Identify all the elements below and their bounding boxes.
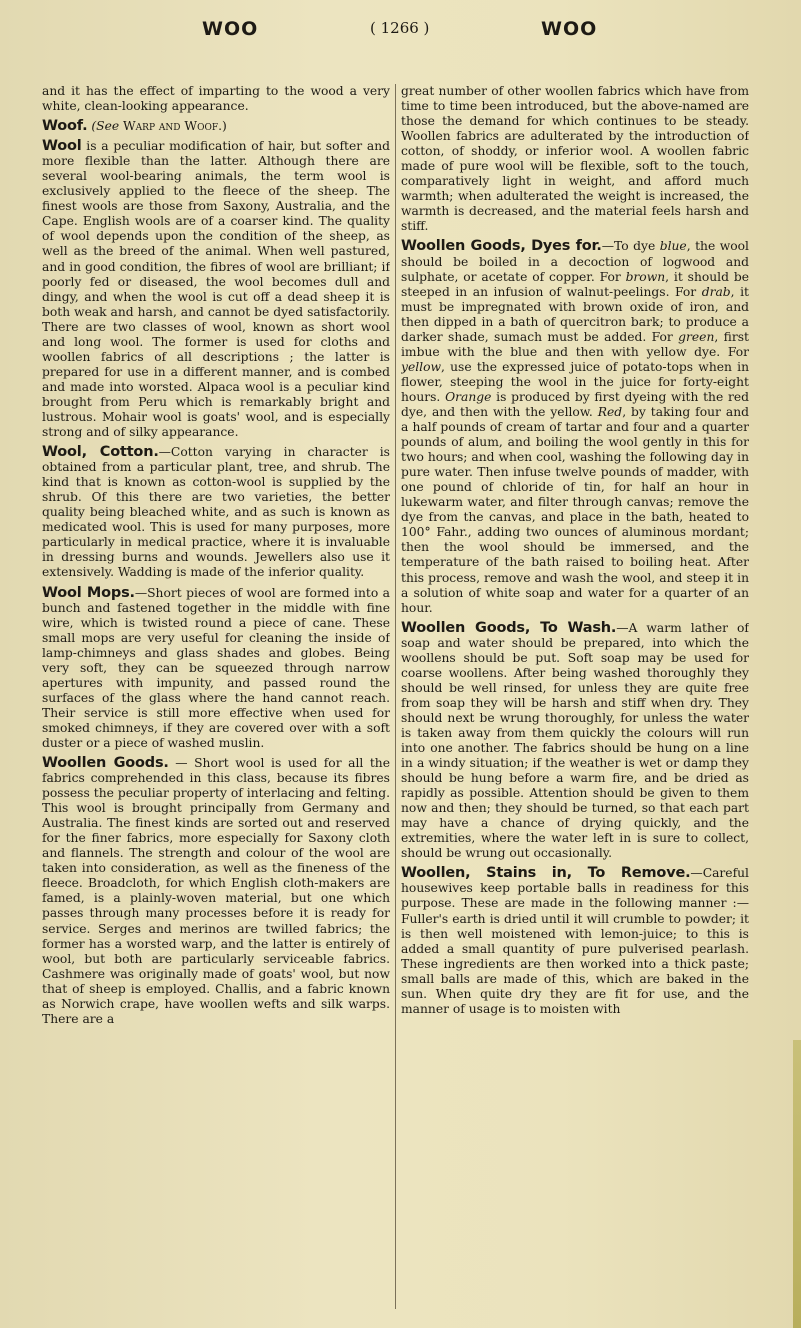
entry-text: , use the expressed juice of potato-tops when in flower, steeping the wool in the juice for forty-eight hours.: [401, 359, 749, 404]
entry-heading: Woollen Goods.: [42, 755, 169, 772]
entry-heading: Wool Mops.: [42, 584, 135, 601]
column-divider: [395, 84, 396, 1309]
entry-woollen-wash: [401, 621, 749, 862]
entry-heading: Woollen Goods, Dyes for.: [401, 238, 602, 255]
entry-wool: [42, 139, 390, 440]
dye-colour-yellow: yellow: [401, 359, 442, 374]
entry-text: is produced by first dyeing with the red dye, and then with the yellow.: [401, 389, 749, 419]
entry-wool-cotton: [42, 445, 390, 580]
entry-text: , first imbue with the blue and then with yellow dye. For: [401, 329, 749, 359]
entry-text: , it should be steeped in an infusion of walnut-peelings. For: [401, 269, 749, 299]
header-left-word: WOO: [202, 18, 259, 40]
entry-wool-mops: [42, 586, 390, 752]
entry-text: , the wool should be boiled in a decoction of logwood and sulphate, or acetate of copper. For: [401, 239, 749, 284]
entry-text: —Careful housewives keep portable balls in readiness for this purpose. These are made in the following manner :—Fuller's earth is dried until it will crumble to powder; it is then well moistened with lemon-juice; to this is added a small quantity of pure pulverised pearlash. These ingredients are then worked into a thick paste; small balls are made of this, which are baked in the sun. When quite dry they are fit for use, and the manner of usage is to moisten with: [401, 866, 749, 1016]
running-header: [0, 10, 801, 50]
cross-reference-close: ): [221, 119, 227, 134]
dye-colour-red: Red: [597, 404, 623, 419]
page-edge-tab: [793, 1040, 801, 1328]
entry-text: , it must be impregnated with brown oxide of iron, and then dipped in a bath of quercitron bark; to produce a darker shade, sumach must be added. For: [401, 284, 749, 344]
entry-continuation: great number of other woollen fabrics which have from time to time been introduced, but the above-named are those the demand for which continues to be steady. Woollen fabrics are adulterated by the introduction of cotton, of shoddy, or inferior wool. A woollen fabric made of pure wool will be flexible, soft to the touch, comparatively light in weight, and afford much warmth; when adulterated the weight is increased, the warmth is decreased, and the material feels harsh and stiff.: [401, 84, 749, 234]
dye-colour-green: green: [678, 329, 715, 344]
entry-heading: Woollen Goods, To Wash.: [401, 619, 617, 636]
header-right-word: WOO: [541, 18, 598, 40]
dye-colour-drab: drab: [701, 284, 731, 299]
entry-heading: Woollen, Stains in, To Remove.: [401, 865, 691, 882]
dye-colour-blue: blue: [659, 239, 687, 254]
dye-colour-brown: brown: [625, 269, 666, 284]
entry-heading: Wool, Cotton.: [42, 444, 159, 461]
cross-reference-target: Warp and Woof.: [123, 119, 222, 134]
cross-reference-open: (See: [91, 119, 124, 134]
entry-text: —Short pieces of wool are formed into a bunch and fastened together in the middle with fine wire, which is twisted round a piece of cane. These small mops are very useful for cleaning the inside of lamp-chimneys and glass shades and globes. Being very soft, they can be squeezed through narrow apertures with impunity, and passed round the surfaces of the glass where the hand cannot reach. Their service is still more effective when used for smoked chimneys, if they are covered over with a soft duster or a piece of washed muslin.: [42, 585, 390, 750]
entry-heading: Woof.: [42, 118, 88, 135]
entry-text: —Cotton varying in character is obtained from a particular plant, tree, and shrub. The kind that is known as cotton-wool is supplied by the shrub. Of this there are two varieties, the better quality being bleached white, and as such is known as medicated wool. This is used for many purposes, more particularly in medical practice, where it is invaluable in dressing burns and wounds. Jewellers also use it extensively. Wadding is made of the inferior quality.: [42, 445, 390, 580]
entry-woollen-goods: [42, 756, 390, 1027]
right-column: [401, 84, 749, 1314]
entry-continuation: and it has the effect of imparting to the wood a very white, clean-looking appearance.: [42, 84, 390, 114]
entry-text: , by taking four and a half pounds of cream of tartar and four and a quarter pounds of alum, and boiling the wool gently in this for two hours; and when cool, washing the following day in pure water. Then infuse twelve pounds of madder, with one pound of chloride of tin, for half an hour in lukewarm water, and filter through canvas; remove the dye from the canvas, and place in the bath, heated to 100° Fahr., adding two ounces of aluminous mordant; then the wool should be immersed, and the temperature of the bath raised to boiling heat. After this process, remove and wash the wool, and steep it in a solution of white soap and water for a quarter of an hour.: [401, 404, 749, 615]
entry-text: is a peculiar modification of hair, but softer and more flexible than the latter. Although there are several wool-bearing animals, the term wool is exclusively applied to the fleece of the sheep. The finest wools are those from Saxony, Australia, and the Cape. English wools are of a coarser kind. The quality of wool depends upon the condition of the sheep, as well as the breed of the animal. When well pastured, and in good condition, the fibres of wool are brilliant; if poorly fed or diseased, the wool becomes dull and dingy, and when the wool is cut off a dead sheep it is both weak and harsh, and cannot be dyed satisfactorily. There are two classes of wool, known as short wool and long wool. The former is used for cloths and woollen fabrics of all descriptions ; the latter is prepared for use in a different manner, and is combed and made into worsted. Alpaca wool is a peculiar kind brought from Peru which is remarkably bright and lustrous. Mohair wool is goats' wool, and is especially strong and of silky appearance.: [42, 139, 390, 440]
entry-woollen-dyes: [401, 239, 749, 615]
entry-text: —A warm lather of soap and water should be prepared, into which the woollens should be put. Soft soap may be used for coarse woollens. After being washed thoroughly they should be well rinsed, for unless they are quite free from soap they will be harsh and stiff when dry. They should next be wrung thoroughly, for unless the water is taken away from them quickly the colours will run into one another. The fabrics should be hung on a line in a windy situation; if the weather is wet or damp they should be hung before a warm fire, and be dried as rapidly as possible. Attention should be given to them now and then; they should be turned, so that each part may have a chance of drying quickly, and the extremities, where the water left in is sure to collect, should be wrung out occasionally.: [401, 620, 749, 861]
entry-woollen-stains: [401, 866, 749, 1016]
entry-heading: Wool: [42, 138, 82, 155]
entry-text: — Short wool is used for all the fabrics comprehended in this class, because its fibres possess the peculiar property of interlacing and felting. This wool is brought principally from Germany and Australia. The finest kinds are sorted out and reserved for the finer fabrics, more especially for Saxony cloth and flannels. The strength and colour of the wool are taken into consideration, as well as the fineness of the fleece. Broadcloth, for which English cloth-makers are famed, is a plainly-woven material, but one which passes through many processes before it is ready for service. Serges and merinos are twilled fabrics; the former has a worsted warp, and the latter is entirely of wool, but both are particularly serviceable fabrics. Cashmere was originally made of goats' wool, but now that of sheep is employed. Challis, and a fabric known as Norwich crape, have woollen wefts and silk warps. There are a: [42, 756, 390, 1026]
entry-text: —To dye: [601, 239, 660, 254]
left-column: [42, 84, 390, 1314]
dye-colour-orange: Orange: [445, 389, 492, 404]
entry-woof: [42, 119, 390, 134]
page-number: ( 1266 ): [370, 19, 430, 37]
